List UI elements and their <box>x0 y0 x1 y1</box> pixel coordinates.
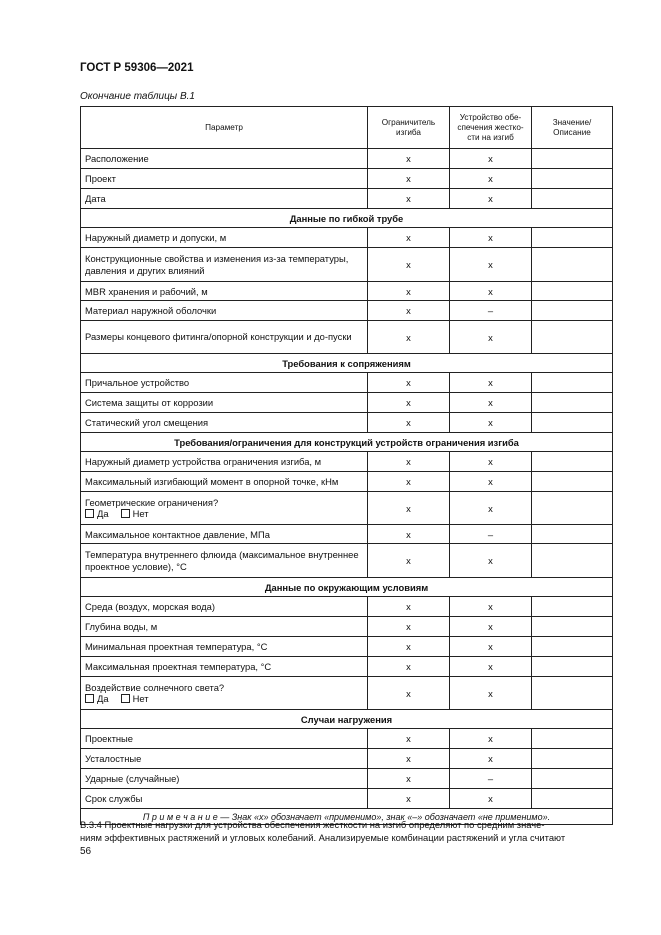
column-header: Значение/ Описание <box>532 107 613 149</box>
table-row <box>81 282 613 301</box>
row-cell: x <box>450 677 532 710</box>
row-cell: x <box>368 749 450 769</box>
row-cell <box>532 525 613 544</box>
checkbox-no[interactable] <box>121 694 130 703</box>
row-parameter: Ударные (случайные) <box>81 769 368 789</box>
row-cell: x <box>450 544 532 578</box>
row-cell: x <box>368 321 450 354</box>
table-row <box>81 413 613 433</box>
row-cell <box>532 657 613 677</box>
row-parameter: Материал наружной оболочки <box>81 301 368 321</box>
row-cell: x <box>450 169 532 189</box>
checkbox-yes[interactable] <box>85 694 94 703</box>
row-parameter: Проект <box>81 169 368 189</box>
table-row <box>81 637 613 657</box>
note-label: П р и м е ч а н и е <box>142 811 218 822</box>
table-row <box>81 373 613 393</box>
row-cell: x <box>368 413 450 433</box>
row-cell: x <box>368 301 450 321</box>
paragraph-line-2: ниям эффективных растяжений и угловых колебаний. Анализируемые комбинации растяжений и угла считают <box>80 832 566 843</box>
row-cell: x <box>368 452 450 472</box>
row-cell <box>532 472 613 492</box>
table-row <box>81 169 613 189</box>
option-no-label: Нет <box>132 508 149 519</box>
section-row <box>81 354 613 373</box>
table-row <box>81 149 613 169</box>
row-parameter <box>81 677 368 710</box>
row-cell: x <box>368 373 450 393</box>
table-row <box>81 393 613 413</box>
table-caption: Окончание таблицы В.1 <box>80 91 195 102</box>
row-cell <box>532 544 613 578</box>
row-cell: x <box>368 248 450 282</box>
parameters-table <box>80 106 613 825</box>
question-label: Геометрические ограничения? <box>85 496 219 508</box>
section-row <box>81 433 613 452</box>
row-cell <box>532 149 613 169</box>
row-cell: x <box>450 452 532 472</box>
row-cell <box>532 228 613 248</box>
row-cell: x <box>450 472 532 492</box>
row-cell <box>532 301 613 321</box>
row-parameter: Срок службы <box>81 789 368 809</box>
note-text: — Знак «x» обозначает «применимо», знак «–» обозначает «не применимо». <box>217 811 551 822</box>
row-cell: x <box>368 617 450 637</box>
row-cell <box>532 189 613 209</box>
row-cell: x <box>368 789 450 809</box>
row-parameter: Максимальный изгибающий момент в опорной точке, кНм <box>81 472 368 492</box>
table-row <box>81 525 613 544</box>
row-cell: x <box>368 769 450 789</box>
answer-options <box>85 508 367 520</box>
table-row <box>81 321 613 354</box>
table-row <box>81 769 613 789</box>
row-cell: x <box>450 492 532 525</box>
row-cell: – <box>450 525 532 544</box>
option-yes-label: Да <box>97 693 109 704</box>
row-cell: x <box>368 657 450 677</box>
row-cell <box>532 597 613 617</box>
table-row <box>81 749 613 769</box>
row-cell: x <box>368 544 450 578</box>
row-cell: x <box>450 729 532 749</box>
row-cell: x <box>450 149 532 169</box>
table-row <box>81 472 613 492</box>
table-row <box>81 189 613 209</box>
row-cell: x <box>368 282 450 301</box>
row-cell <box>532 169 613 189</box>
table-row <box>81 248 613 282</box>
row-cell: x <box>450 749 532 769</box>
row-parameter: Максимальное контактное давление, МПа <box>81 525 368 544</box>
row-cell: x <box>450 413 532 433</box>
row-cell <box>532 677 613 710</box>
row-parameter: Среда (воздух, морская вода) <box>81 597 368 617</box>
row-cell: – <box>450 769 532 789</box>
row-cell <box>532 393 613 413</box>
paragraph-b34 <box>80 818 612 844</box>
row-parameter: Температура внутреннего флюида (максимальное внутреннее проектное условие), °С <box>81 544 368 578</box>
row-cell <box>532 617 613 637</box>
row-cell: x <box>368 228 450 248</box>
row-cell: x <box>450 789 532 809</box>
row-parameter: Конструкционные свойства и изменения из-за температуры, давления и других влияний <box>81 248 368 282</box>
row-cell <box>532 637 613 657</box>
row-cell: x <box>368 729 450 749</box>
row-cell: x <box>368 393 450 413</box>
row-cell: x <box>368 677 450 710</box>
row-parameter: Система защиты от коррозии <box>81 393 368 413</box>
row-cell <box>532 373 613 393</box>
row-cell: x <box>450 373 532 393</box>
row-parameter: Причальное устройство <box>81 373 368 393</box>
column-header: Параметр <box>81 107 368 149</box>
row-cell: x <box>450 657 532 677</box>
paragraph-line-1: В.3.4 Проектные нагрузки для устройства обеспечения жесткости на изгиб определяют по средним значе- <box>80 819 545 830</box>
table-row <box>81 301 613 321</box>
table-row <box>81 657 613 677</box>
row-parameter: Дата <box>81 189 368 209</box>
option-yes-label: Да <box>97 508 109 519</box>
table-row <box>81 228 613 248</box>
table-row <box>81 452 613 472</box>
section-title: Случаи нагружения <box>81 710 613 729</box>
section-title: Данные по окружающим условиям <box>81 578 613 597</box>
row-cell <box>532 282 613 301</box>
section-row <box>81 209 613 228</box>
answer-options <box>85 693 367 705</box>
column-header: Ограничитель изгиба <box>368 107 450 149</box>
table-row <box>81 492 613 525</box>
section-row <box>81 578 613 597</box>
row-cell: x <box>450 597 532 617</box>
page-number: 56 <box>80 846 92 857</box>
section-row <box>81 710 613 729</box>
table-row <box>81 617 613 637</box>
row-cell: x <box>368 525 450 544</box>
row-cell: x <box>368 169 450 189</box>
question-label: Воздействие солнечного света? <box>85 681 225 693</box>
row-cell: x <box>368 472 450 492</box>
row-cell <box>532 789 613 809</box>
table-row <box>81 597 613 617</box>
row-cell: x <box>450 248 532 282</box>
standard-header: ГОСТ Р 59306—2021 <box>80 62 194 74</box>
row-cell <box>532 749 613 769</box>
row-parameter: MBR хранения и рабочий, м <box>81 282 368 301</box>
option-no-label: Нет <box>132 693 149 704</box>
row-cell <box>532 413 613 433</box>
row-parameter: Усталостные <box>81 749 368 769</box>
row-cell <box>532 248 613 282</box>
row-parameter: Максимальная проектная температура, °С <box>81 657 368 677</box>
row-cell <box>532 729 613 749</box>
table-row <box>81 544 613 578</box>
row-cell: x <box>450 637 532 657</box>
row-cell <box>532 492 613 525</box>
row-cell <box>532 321 613 354</box>
row-cell: x <box>368 189 450 209</box>
row-cell <box>532 452 613 472</box>
row-cell: x <box>368 492 450 525</box>
table-row <box>81 729 613 749</box>
table-header-row <box>81 107 613 149</box>
row-cell: x <box>450 189 532 209</box>
checkbox-yes[interactable] <box>85 509 94 518</box>
row-cell: x <box>450 321 532 354</box>
section-title: Требования/ограничения для конструкций устройств ограничения изгиба <box>81 433 613 452</box>
row-cell: x <box>450 228 532 248</box>
table-row <box>81 677 613 710</box>
row-cell: x <box>450 282 532 301</box>
checkbox-no[interactable] <box>121 509 130 518</box>
row-parameter: Наружный диаметр устройства ограничения изгиба, м <box>81 452 368 472</box>
row-parameter: Минимальная проектная температура, °С <box>81 637 368 657</box>
section-title: Данные по гибкой трубе <box>81 209 613 228</box>
row-parameter: Расположение <box>81 149 368 169</box>
row-parameter <box>81 492 368 525</box>
row-cell: x <box>450 617 532 637</box>
row-cell: x <box>450 393 532 413</box>
row-parameter: Размеры концевого фитинга/опорной конструкции и до-пуски <box>81 321 368 354</box>
row-parameter: Глубина воды, м <box>81 617 368 637</box>
row-cell <box>532 769 613 789</box>
column-header: Устройство обе-спечения жестко-сти на изгиб <box>450 107 532 149</box>
row-parameter: Статический угол смещения <box>81 413 368 433</box>
table-row <box>81 789 613 809</box>
row-cell: x <box>368 149 450 169</box>
row-cell: x <box>368 597 450 617</box>
section-title: Требования к сопряжениям <box>81 354 613 373</box>
row-parameter: Наружный диаметр и допуски, м <box>81 228 368 248</box>
row-cell: – <box>450 301 532 321</box>
row-cell: x <box>368 637 450 657</box>
row-parameter: Проектные <box>81 729 368 749</box>
